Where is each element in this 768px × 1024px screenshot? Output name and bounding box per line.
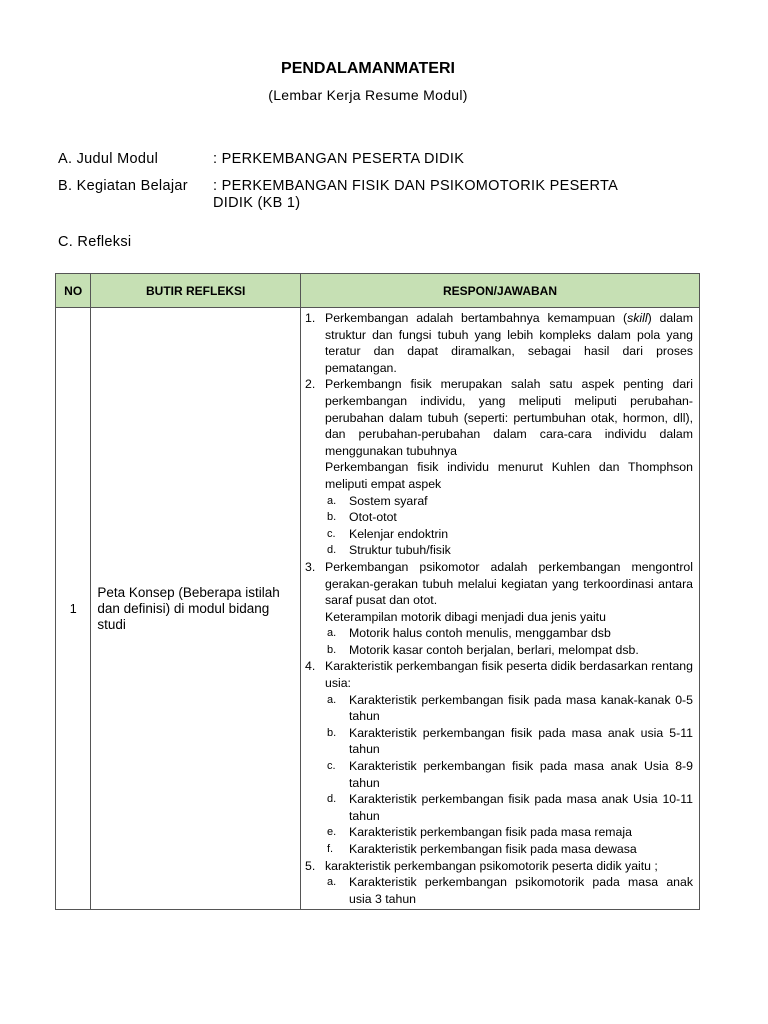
sub-item-letter: c. xyxy=(327,527,336,540)
item-text-part: ) dalam struktur dan fungsi tubuh yang lebih kompleks dalam pola yang teratur dan dapat diramalkan, sebagai hasil dari proses pematangan. xyxy=(325,311,693,375)
refleksi-table xyxy=(55,273,700,910)
sub-item-letter: a. xyxy=(327,876,337,889)
sub-item-letter: b. xyxy=(327,726,337,739)
sub-item-text: Karakteristik perkembangan fisik pada masa anak Usia 10-11 tahun xyxy=(349,792,693,823)
table-header-row xyxy=(56,274,700,308)
kegiatan-belajar-row xyxy=(58,178,653,212)
item-number: 5. xyxy=(305,858,316,873)
sub-item-text: Karakteristik perkembangan fisik pada masa anak usia 5-11 tahun xyxy=(349,725,693,757)
sub-item xyxy=(305,725,693,758)
item-text-part: Perkembangan adalah bertambahnya kemampuan ( xyxy=(325,311,628,325)
item-paragraph: Keterampilan motorik dibagi menjadi dua jenis yaitu xyxy=(325,609,606,624)
sub-item-letter: e. xyxy=(327,826,337,839)
refleksi-heading: C. Refleksi xyxy=(58,234,132,250)
kegiatan-belajar-label: B. Kegiatan Belajar xyxy=(58,178,188,194)
page-subtitle: (Lembar Kerja Resume Modul) xyxy=(268,87,468,103)
sub-item-letter: b. xyxy=(327,643,337,656)
sub-item-text: Kelenjar endoktrin xyxy=(349,526,449,541)
item-text: Karakteristik perkembangan fisik peserta didik berdasarkan rentang usia: xyxy=(325,659,693,691)
respon-list xyxy=(305,310,693,907)
sub-item xyxy=(305,526,693,543)
butir-refleksi-cell: Peta Konsep (Beberapa istilah dan definisi) di modul bidang studi xyxy=(91,308,301,910)
item-number: 3. xyxy=(305,559,316,574)
item-paragraph: Perkembangan fisik individu menurut Kuhlen dan Thomphson meliputi empat aspek xyxy=(325,460,693,491)
sub-item xyxy=(305,791,693,824)
sub-item-text: Karakteristik perkembangan fisik pada masa anak Usia 8-9 tahun xyxy=(349,759,693,790)
item-text: Perkembangan psikomotor adalah perkembangan mengontrol gerakan-gerakan tubuh melalui kegiatan yang terkoordinasi antara saraf pusat dan otot. xyxy=(325,559,693,608)
item-text: karakteristik perkembangan psikomotorik peserta didik yaitu ; xyxy=(325,858,658,873)
list-item xyxy=(305,559,693,609)
item-number: 1. xyxy=(305,311,316,325)
table-row xyxy=(56,308,700,910)
sub-item-text: Motorik halus contoh menulis, menggambar dsb xyxy=(349,626,611,641)
item-text: Perkembangn fisik merupakan salah satu aspek penting dari perkembangan individu, yang meliputi meliputi perubahan-perubahan dalam tubuh (seperti: pertumbuhan otak, hormon, dll), dan perubahan-perubahan dalam cara-cara individu dalam menggunakan tubuhnya xyxy=(325,377,693,458)
sub-item-text: Struktur tubuh/fisik xyxy=(349,543,451,558)
sub-item-text: Motorik kasar contoh berjalan, berlari, melompat dsb. xyxy=(349,642,639,657)
sub-item-letter: a. xyxy=(327,693,337,706)
sub-item-letter: b. xyxy=(327,511,337,524)
header-butir-refleksi: BUTIR REFLEKSI xyxy=(91,274,301,308)
sub-item-text: Karakteristik perkembangan fisik pada masa kanak-kanak 0-5 tahun xyxy=(349,692,693,724)
sub-item-text: Karakteristik perkembangan fisik pada masa remaja xyxy=(349,825,632,840)
sub-item-text: Sostem syaraf xyxy=(349,493,428,508)
sub-item-letter: a. xyxy=(327,494,337,507)
sub-item xyxy=(305,824,693,841)
sub-item xyxy=(305,841,693,858)
header-no: NO xyxy=(56,274,91,308)
sub-item xyxy=(305,692,693,725)
list-item xyxy=(305,310,693,376)
header-respon-jawaban: RESPON/JAWABAN xyxy=(301,274,700,308)
sub-item xyxy=(305,509,693,526)
sub-item-letter: f. xyxy=(327,843,334,855)
judul-modul-value: : PERKEMBANGAN PESERTA DIDIK xyxy=(213,151,465,167)
sub-item xyxy=(305,625,693,642)
judul-modul-row xyxy=(58,151,653,168)
sub-item xyxy=(305,642,693,659)
item-number: 4. xyxy=(305,659,316,674)
sub-item-letter: d. xyxy=(327,793,337,806)
sub-item xyxy=(305,493,693,510)
judul-modul-label: A. Judul Modul xyxy=(58,151,159,167)
list-item xyxy=(305,376,693,459)
respon-cell xyxy=(301,308,700,910)
item-number: 2. xyxy=(305,377,316,392)
sub-item xyxy=(305,542,693,559)
item-text-emphasis: skill xyxy=(627,311,648,325)
list-item xyxy=(305,858,693,875)
sub-item-text: Karakteristik perkembangan fisik pada masa dewasa xyxy=(349,842,637,856)
sub-item-letter: d. xyxy=(327,544,337,557)
kegiatan-belajar-value: : PERKEMBANGAN FISIK DAN PSIKOMOTORIK PESERTA DIDIK (KB 1) xyxy=(213,178,618,211)
sub-item xyxy=(305,758,693,791)
list-item xyxy=(305,658,693,691)
sub-item-letter: a. xyxy=(327,627,337,640)
item-text xyxy=(325,310,693,376)
row-number: 1 xyxy=(56,308,91,910)
sub-item-letter: c. xyxy=(327,760,336,773)
sub-item-text: Karakteristik perkembangan psikomotorik pada masa anak usia 3 tahun xyxy=(349,875,693,906)
page-title: PENDALAMANMATERI xyxy=(281,60,455,77)
sub-item-text: Otot-otot xyxy=(349,510,397,525)
sub-item xyxy=(305,874,693,907)
